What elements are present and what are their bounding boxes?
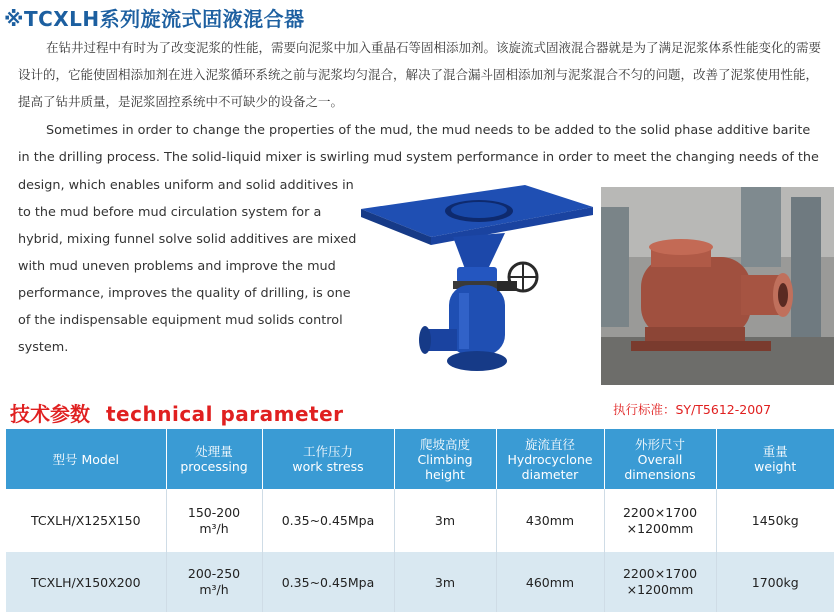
mixer-product-image — [357, 181, 597, 381]
intro-chinese: 在钻井过程中有时为了改变泥浆的性能，需要向泥浆中加入重晶石等固相添加剂。该旋流式固液混合器就是为了满足泥浆体系性能变化的需要设计的，它能使固相添加剂在进入泥浆循环系统之前与泥浆均匀混合，解决了混合漏斗固相添加剂与泥浆混合不匀的问题，改善了泥浆使用性能，提高了钻井质量，是泥浆固控系统中不可缺少的设备之一。 — [18, 40, 822, 109]
cell-dimensions: 2200×1700 ×1200mm — [604, 552, 716, 612]
spec-table — [6, 429, 834, 612]
table-row — [6, 489, 834, 552]
header-overall-dimensions: 外形尺寸 Overall dimensions — [604, 429, 716, 489]
cell-processing: 200-250 m³/h — [166, 552, 262, 612]
cell-model: TCXLH/X150X200 — [6, 552, 166, 612]
page-title: ※TCXLH系列旋流式固液混合器 — [4, 7, 305, 31]
cell-dimensions: 2200×1700 ×1200mm — [604, 489, 716, 552]
header-weight: 重量 weight — [716, 429, 834, 489]
section-title-en: technical parameter — [106, 402, 344, 426]
cell-model: TCXLH/X125X150 — [6, 489, 166, 552]
cell-height: 3m — [394, 552, 496, 612]
header-work-stress: 工作压力 work stress — [262, 429, 394, 489]
header-hydrocyclone-diameter: 旋流直径 Hydrocyclone diameter — [496, 429, 604, 489]
section-title-cn: 技术参数 — [10, 402, 90, 426]
mixer-photo-image — [601, 187, 834, 385]
cell-pressure: 0.35~0.45Mpa — [262, 552, 394, 612]
section-title — [10, 398, 344, 427]
header-climbing-height: 爬坡高度 Climbing height — [394, 429, 496, 489]
cell-weight: 1450kg — [716, 489, 834, 552]
cell-weight: 1700kg — [716, 552, 834, 612]
table-header-row — [6, 429, 834, 489]
execution-standard: 执行标准：SY/T5612-2007 — [613, 402, 772, 417]
cell-pressure: 0.35~0.45Mpa — [262, 489, 394, 552]
cell-diameter: 430mm — [496, 489, 604, 552]
intro-english: Sometimes in order to change the properties of the mud, the mud needs to be added to the solid phase additive barite in the drilling process. The solid-liquid mixer is swirling mud system performance in order to meet the changing needs of the — [18, 123, 819, 165]
cell-height: 3m — [394, 489, 496, 552]
header-model: 型号 Model — [6, 429, 166, 489]
intro-english-wrap: design, which enables uniform and solid additives in to the mud before mud circulation system for a hybrid, mixing funnel solve solid additives are mixed with mud uneven problems and improve the mud performance, improves the quality of drilling, is one of the indispensable equipment mud solids control system. — [18, 178, 357, 355]
cell-diameter: 460mm — [496, 552, 604, 612]
table-row — [6, 552, 834, 612]
cell-processing: 150-200 m³/h — [166, 489, 262, 552]
header-processing: 处理量 processing — [166, 429, 262, 489]
